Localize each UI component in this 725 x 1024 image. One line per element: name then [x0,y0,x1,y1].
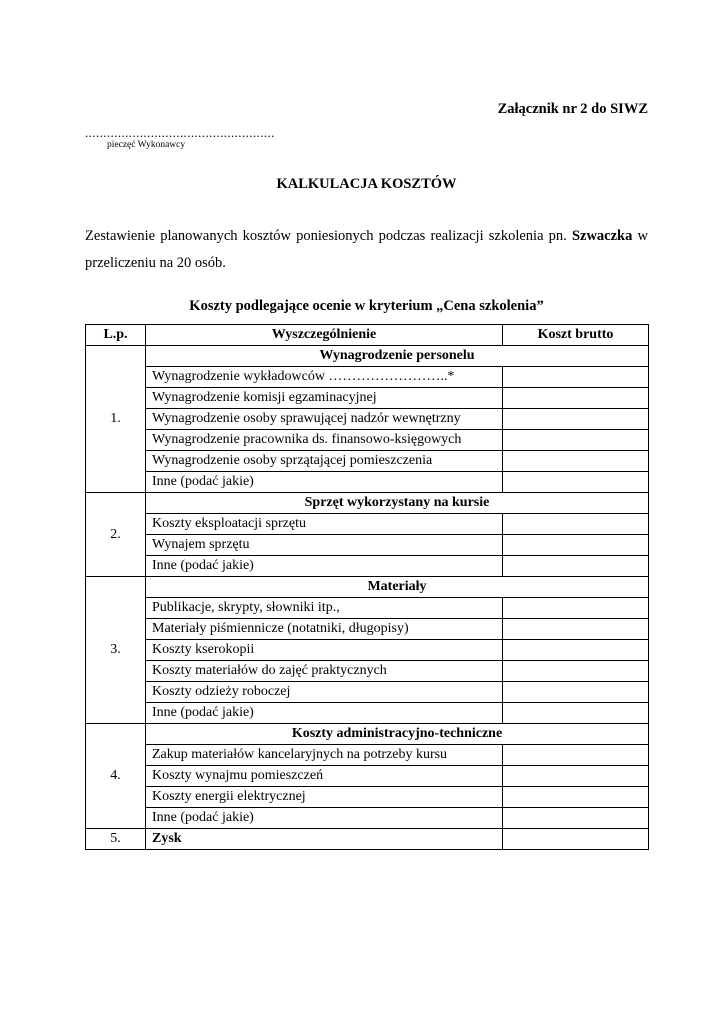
section-header-row [86,577,649,598]
item-label-cell: Inne (podać jakie) [146,472,503,493]
item-row [86,661,649,682]
item-label-cell: Inne (podać jakie) [146,703,503,724]
stamp-label: pieczęć Wykonawcy [107,140,186,150]
item-label-cell: Wynagrodzenie osoby sprawującej nadzór wewnętrzny [146,409,503,430]
cost-value-cell [503,829,649,850]
item-label-cell: Publikacje, skrypty, słowniki itp., [146,598,503,619]
item-row [86,535,649,556]
item-row [86,787,649,808]
cost-value-cell [503,514,649,535]
section-header-cell: Wynagrodzenie personelu [146,346,649,367]
attachment-label: Załącznik nr 2 do SIWZ [497,101,648,117]
item-row [86,514,649,535]
item-label-cell: Zakup materiałów kancelaryjnych na potrzeby kursu [146,745,503,766]
cost-value-cell [503,556,649,577]
item-row [86,682,649,703]
item-label-cell: Wynagrodzenie osoby sprzątającej pomieszczenia [146,451,503,472]
cost-value-cell [503,661,649,682]
cost-value-cell [503,472,649,493]
section-header-row [86,346,649,367]
item-row [86,703,649,724]
group-number-cell: 3. [86,577,146,724]
cost-value-cell [503,535,649,556]
cost-value-cell [503,388,649,409]
table-title: Koszty podlegające ocenie w kryterium „Cena szkolenia” [189,298,544,314]
cost-value-cell [503,745,649,766]
section-header-cell: Materiały [146,577,649,598]
column-header-koszt-brutto: Koszt brutto [503,325,649,346]
item-row [86,745,649,766]
item-label-cell: Wynajem sprzętu [146,535,503,556]
cost-value-cell [503,430,649,451]
column-header-wyszczegolnienie: Wyszczególnienie [146,325,503,346]
item-label-cell: Koszty energii elektrycznej [146,787,503,808]
item-label-cell: Wynagrodzenie pracownika ds. finansowo-księgowych [146,430,503,451]
group-number-cell: 1. [86,346,146,493]
intro-text-after: w przeliczeniu na 20 osób. [85,228,648,271]
stamp-dotted-line: .................................................... [85,125,275,140]
item-row [86,598,649,619]
item-row [86,808,649,829]
item-label-cell: Materiały piśmiennicze (notatniki, długopisy) [146,619,503,640]
intro-paragraph [85,223,648,277]
intro-text-before: Zestawienie planowanych kosztów poniesionych podczas realizacji szkolenia pn. [85,228,572,244]
cost-value-cell [503,409,649,430]
table-header-row [86,325,649,346]
stamp-block [85,126,648,151]
item-label-cell: Wynagrodzenie wykładowców ……………………..* [146,367,503,388]
cost-value-cell [503,619,649,640]
cost-table-body [86,346,649,850]
item-label-cell: Zysk [146,829,503,850]
item-label-cell: Inne (podać jakie) [146,808,503,829]
item-row [86,766,649,787]
item-label-cell: Koszty materiałów do zajęć praktycznych [146,661,503,682]
item-label-cell: Koszty odzieży roboczej [146,682,503,703]
item-row [86,640,649,661]
item-label-cell: Inne (podać jakie) [146,556,503,577]
item-row [86,409,649,430]
cost-value-cell [503,787,649,808]
cost-value-cell [503,682,649,703]
item-row [86,430,649,451]
cost-value-cell [503,451,649,472]
item-label-cell: Wynagrodzenie komisji egzaminacyjnej [146,388,503,409]
cost-value-cell [503,808,649,829]
cost-value-cell [503,640,649,661]
item-label-cell: Koszty wynajmu pomieszczeń [146,766,503,787]
item-label-cell: Koszty eksploatacji sprzętu [146,514,503,535]
cost-value-cell [503,367,649,388]
item-row [86,451,649,472]
item-row [86,829,649,850]
section-header-row [86,724,649,745]
cost-value-cell [503,703,649,724]
group-number-cell: 5. [86,829,146,850]
section-header-row [86,493,649,514]
item-row [86,367,649,388]
group-number-cell: 2. [86,493,146,577]
document-title: KALKULACJA KOSZTÓW [276,176,457,192]
cost-table [85,324,649,850]
section-header-cell: Koszty administracyjno-techniczne [146,724,649,745]
cost-value-cell [503,766,649,787]
cost-value-cell [503,598,649,619]
training-name: Szwaczka [571,228,633,244]
item-row [86,388,649,409]
section-header-cell: Sprzęt wykorzystany na kursie [146,493,649,514]
item-label-cell: Koszty kserokopii [146,640,503,661]
item-row [86,556,649,577]
item-row [86,619,649,640]
column-header-lp: L.p. [86,325,146,346]
item-row [86,472,649,493]
group-number-cell: 4. [86,724,146,829]
